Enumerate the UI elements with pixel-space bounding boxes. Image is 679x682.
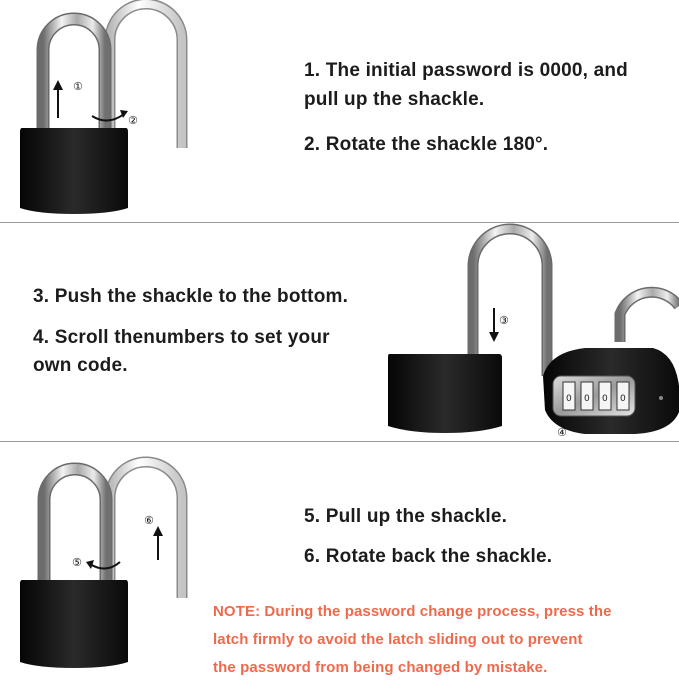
padlock-illustration-push-down (385, 226, 679, 440)
warning-note (213, 598, 678, 682)
dial-digit-4[interactable]: 0 (620, 394, 626, 404)
marker-2: ② (128, 114, 138, 127)
step-1-line-2: pull up the shackle. (304, 89, 485, 110)
marker-3: ③ (499, 314, 509, 327)
marker-5: ⑤ (72, 556, 82, 569)
step-2: 2. Rotate the shackle 180°. (304, 134, 549, 155)
marker-1: ① (73, 80, 83, 93)
step-3: 3. Push the shackle to the bottom. (33, 286, 349, 307)
step-5: 5. Pull up the shackle. (304, 506, 508, 527)
note-line-1: NOTE: During the password change process, press the (213, 603, 612, 620)
padlock-illustration-open-rotate (10, 0, 190, 220)
step-4-line-2: own code. (33, 355, 128, 376)
section-divider-bottom (0, 441, 679, 442)
dial-digit-2[interactable]: 0 (584, 394, 590, 404)
note-line-2: latch firmly to avoid the latch sliding out to prevent (213, 631, 583, 648)
step-4-line-1: 4. Scroll thenumbers to set your (33, 327, 330, 348)
step-1-line-1: 1. The initial password is 0000, and (304, 60, 628, 81)
step-6: 6. Rotate back the shackle. (304, 546, 553, 567)
dial-digit-1[interactable]: 0 (566, 394, 572, 404)
dial-digit-3[interactable]: 0 (602, 394, 608, 404)
marker-6: ⑥ (144, 514, 154, 527)
note-line-3: the password from being changed by mistake. (213, 659, 548, 676)
padlock-illustration-rotate-back (10, 450, 190, 670)
marker-4: ④ (557, 426, 567, 439)
section-divider-top (0, 222, 679, 223)
